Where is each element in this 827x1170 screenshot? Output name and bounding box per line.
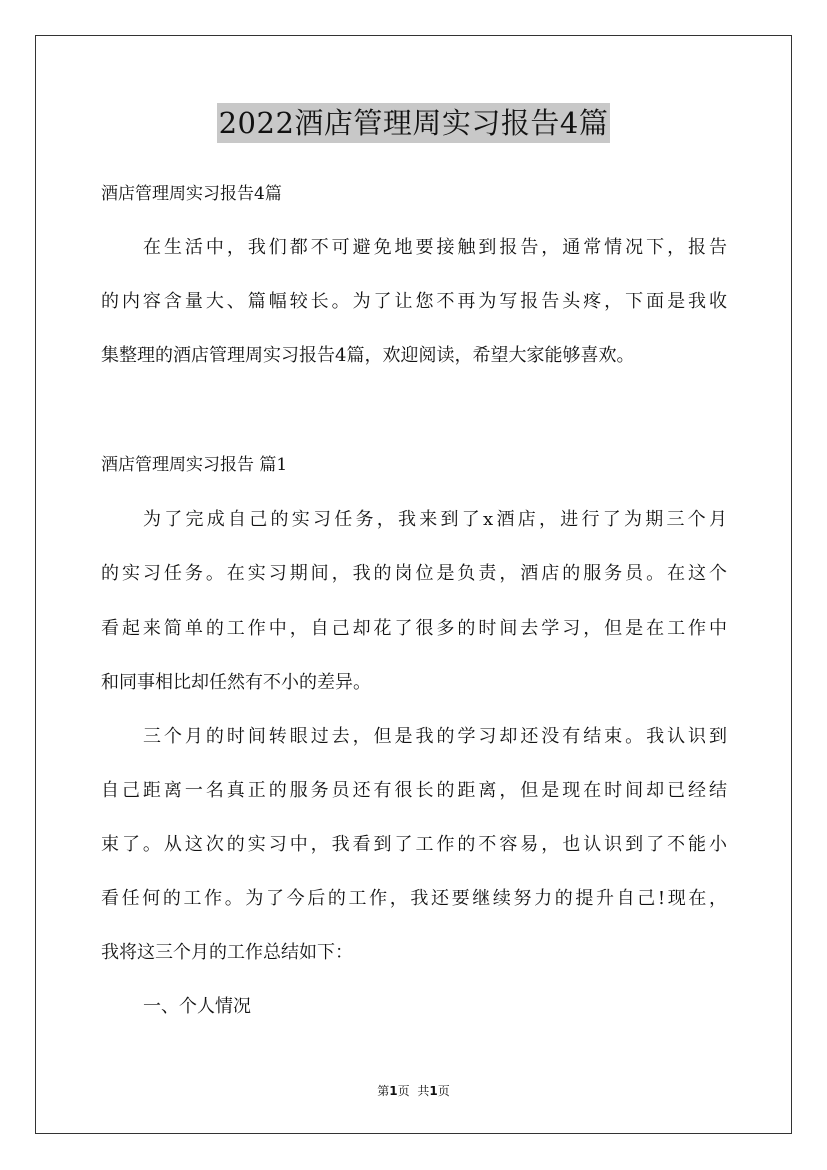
footer-page-number: 1 <box>389 1084 398 1098</box>
paragraph2-line-5: 我将这三个月的工作总结如下： <box>101 942 353 963</box>
footer-page-prefix: 第 <box>377 1084 390 1098</box>
paragraph2-line-1: 三个月的时间转眼过去，但是我的学习却还没有结束。我认识到 <box>143 726 727 747</box>
section-item-1: 一、个人情况 <box>143 996 251 1017</box>
intro-line-3: 集整理的酒店管理周实习报告4篇，欢迎阅读，希望大家能够喜欢。 <box>101 345 635 366</box>
paragraph2-line-2: 自己距离一名真正的服务员还有很长的距离，但是现在时间却已经结 <box>101 780 727 801</box>
footer-total-pages: 1 <box>429 1084 438 1098</box>
document-title-text: 2022酒店管理周实习报告4篇 <box>217 103 611 143</box>
paragraph1-line-4: 和同事相比却任然有不小的差异。 <box>101 672 371 693</box>
paragraph1-line-2: 的实习任务。在实习期间，我的岗位是负责，酒店的服务员。在这个 <box>101 563 727 584</box>
paragraph2-line-3: 束了。从这次的实习中，我看到了工作的不容易，也认识到了不能小 <box>101 834 727 855</box>
footer-total-suffix: 页 <box>437 1084 450 1098</box>
document-subtitle: 酒店管理周实习报告4篇 <box>101 184 282 204</box>
paragraph2-line-4: 看任何的工作。为了今后的工作，我还要继续努力的提升自己!现在， <box>101 888 727 909</box>
footer-total-prefix: 共 <box>417 1084 430 1098</box>
page-footer <box>0 1083 827 1099</box>
footer-page-suffix: 页 <box>397 1084 410 1098</box>
paragraph1-line-3: 看起来简单的工作中，自己却花了很多的时间去学习，但是在工作中 <box>101 618 727 639</box>
intro-line-1: 在生活中，我们都不可避免地要接触到报告，通常情况下，报告 <box>143 237 727 258</box>
document-title <box>0 103 827 143</box>
section-heading: 酒店管理周实习报告 篇1 <box>101 455 288 475</box>
intro-line-2: 的内容含量大、篇幅较长。为了让您不再为写报告头疼，下面是我收 <box>101 291 727 312</box>
paragraph1-line-1: 为了完成自己的实习任务，我来到了x酒店，进行了为期三个月 <box>143 509 727 530</box>
